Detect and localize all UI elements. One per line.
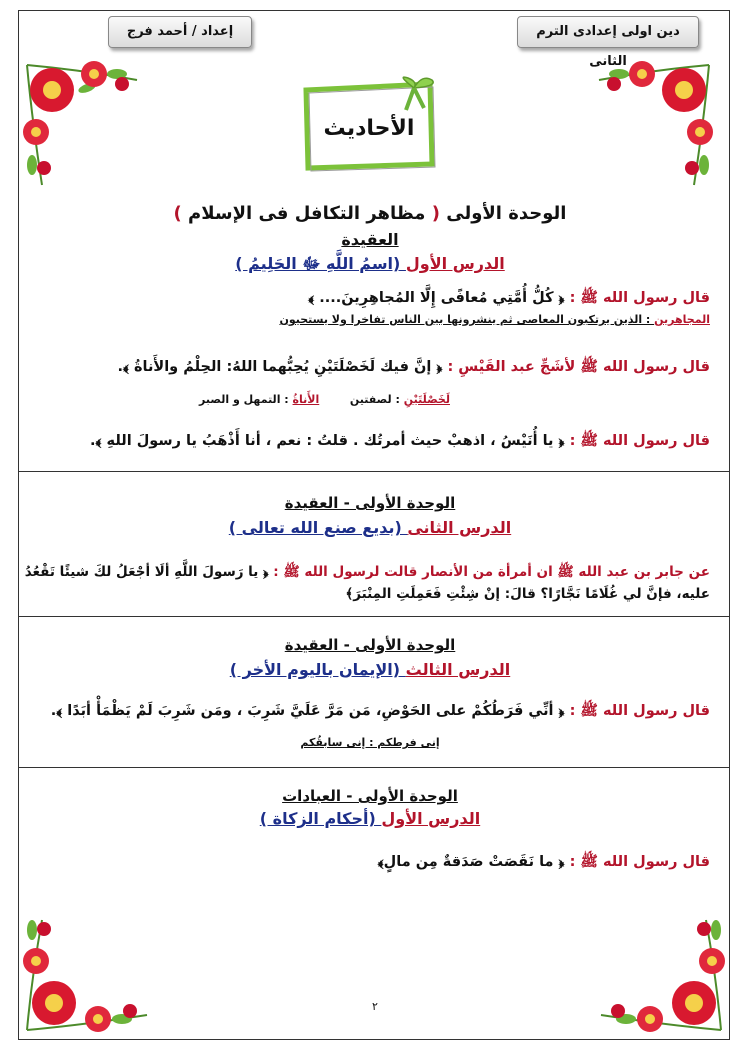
course-label: دين اولى إعدادى الترم الثانى (517, 16, 699, 48)
page-title: الأحاديث (323, 116, 415, 141)
gloss-1 (30, 313, 710, 326)
hadith-text: ﴿ ما نَقَصَتْ صَدَقةٌ مِن مالٍ﴾ (377, 854, 565, 870)
hadith-text: ﴿ كُلُّ أُمَّتِي مُعافًى إِلَّا المُجاهِرِينَ.... ﴾ (308, 290, 565, 306)
lesson-label: الدرس الثانى (407, 518, 512, 537)
gloss-def: : الذين يرتكبون المعاصى ثم ينشرونها بين الناس تفاخرا ولا يستحيون (279, 313, 655, 326)
hadith-intro: قال رسول الله ﷺ : (564, 703, 710, 719)
hadith-1 (30, 289, 710, 310)
gloss-2 (30, 393, 450, 406)
lesson-3-title (30, 660, 710, 679)
hadith-intro: قال رسول الله ﷺ لأشَجِّ عبد القَيْسِ : (442, 359, 710, 375)
hadith-text: ﴿ إنَّ فيك لَخَصْلَتَيْنِ يُحِبُّهما اللهُ: الحِلْمُ والأَناةُ ﴾. (117, 359, 443, 375)
page-number: ٢ (372, 1000, 378, 1013)
lesson-label: الدرس الأول (381, 809, 481, 828)
section-divider (18, 616, 730, 617)
lesson-label: الدرس الأول (405, 254, 505, 273)
unit-name: مظاهر التكافل فى الإسلام (181, 203, 432, 224)
unit-prefix: الوحدة الأولى (446, 203, 567, 224)
gloss-def: : لصفتين (349, 393, 404, 406)
flower-corner-top-right-icon (594, 60, 714, 190)
hadith-4-line-1 (24, 563, 710, 583)
unit-paren-close: ) (173, 203, 182, 224)
hadith-intro: قال رسول الله ﷺ : (564, 854, 710, 870)
gloss-term: المجاهرين (654, 313, 710, 326)
gloss-5: إنى فرطكم : إنى سابقُكم (300, 736, 440, 749)
flower-corner-bottom-left-icon (22, 915, 152, 1035)
unit-3-title: الوحدة الأولى - العقيدة (284, 636, 456, 654)
section-divider (18, 471, 730, 472)
unit-2-title: الوحدة الأولى - العقيدة (284, 494, 456, 512)
lesson-topic: (الإيمان باليوم الأخر ) (229, 660, 406, 679)
hadith-intro: قال رسول الله ﷺ : (564, 433, 710, 449)
hadith-6 (30, 853, 710, 874)
subject-1: العقيدة (341, 230, 399, 249)
hadith-text: ﴿ يا رَسولَ اللَّهِ ألَا أجْعَلُ لكَ شيئًا تَقْعُدُ (24, 564, 269, 580)
hadith-5 (30, 702, 710, 723)
unit-4-title: الوحدة الأولى - العبادات (282, 787, 458, 805)
hadith-4-line-2: عليه، فإنَّ لي غُلَامًا نَجَّارًا؟ قالَ: إنْ شِئْتِ فَعَمِلَتِ المِنْبَرَ﴾ (345, 586, 710, 602)
lesson-topic: (أحكام الزكاة ) (259, 809, 382, 828)
hadith-3 (30, 432, 710, 453)
lesson-label: الدرس الثالث (405, 660, 511, 679)
hadith-intro: قال رسول الله ﷺ : (564, 290, 710, 306)
hadith-2 (30, 358, 710, 379)
hadith-intro: عن جابر بن عبد الله ﷺ ان أمرأة من الأنصار قالت لرسول الله ﷺ : (268, 564, 710, 580)
lesson-4-title (30, 809, 710, 828)
author-label: إعداد / أحمد فرج (108, 16, 252, 48)
hadith-text: ﴿ أنِّي فَرَطُكُمْ على الحَوْضِ، مَن مَرَّ عَلَيَّ شَرِبَ ، ومَن شَرِبَ لَمْ يَظْمَأْ أبَدًا ﴾. (50, 703, 565, 719)
flower-corner-bottom-right-icon (596, 915, 726, 1035)
lesson-2-title (30, 518, 710, 537)
unit-paren-open: ( (431, 203, 440, 224)
gloss-term: لَخَصْلَتَيْنِ (403, 393, 450, 406)
unit-1-title (30, 203, 710, 224)
gloss-term: الأَناةُ (292, 393, 320, 406)
lesson-topic: (بديع صنع الله تعالى ) (228, 518, 408, 537)
gloss-def: : التمهل و الصبر (199, 393, 293, 406)
title-card (302, 76, 436, 172)
flower-corner-top-left-icon (22, 60, 142, 190)
hadith-text: ﴿ يا أُنَيْسُ ، اذهبْ حيث أمرتُك . قلتُ : نعم ، أنا أَذْهَبُ يا رسولَ اللهِ ﴾. (90, 433, 565, 449)
lesson-topic: (اسمُ اللَّهِ ﷻ الحَلِيمُ ) (235, 254, 406, 273)
section-divider (18, 767, 730, 768)
lesson-1-title (30, 254, 710, 277)
